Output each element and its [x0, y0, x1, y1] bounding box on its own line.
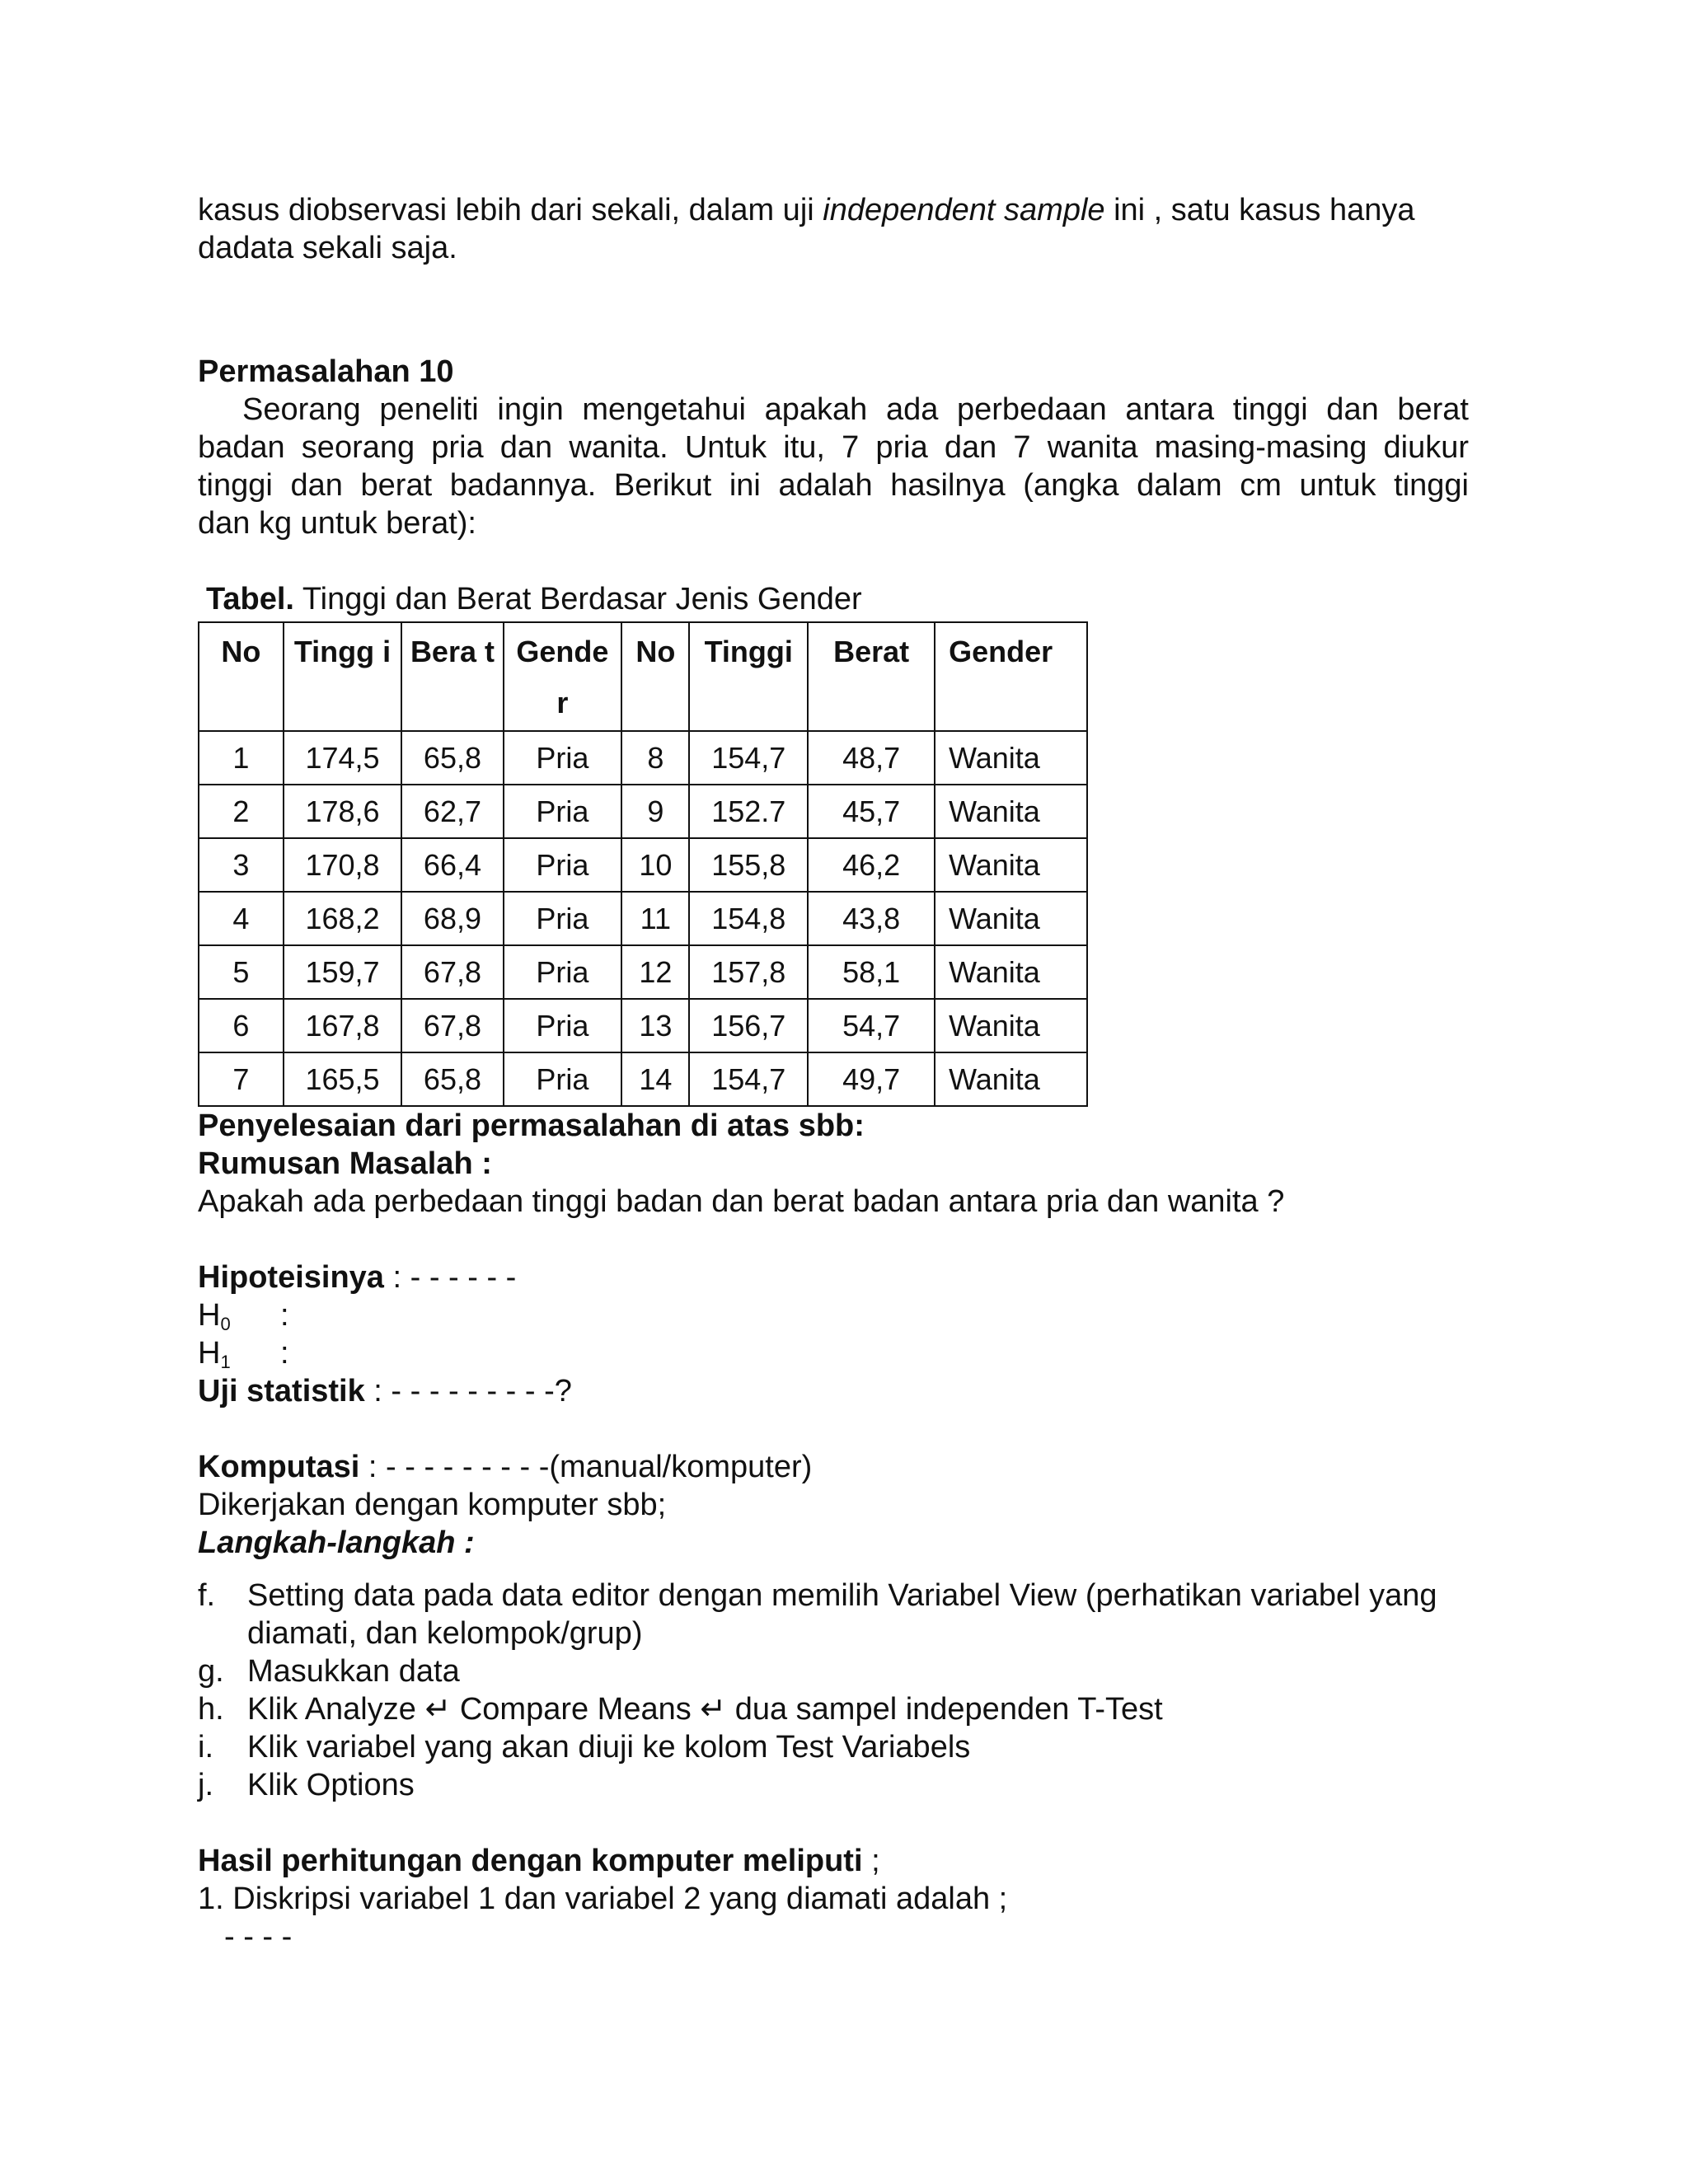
- table-cell: 49,7: [808, 1052, 935, 1106]
- table-caption: [206, 580, 1469, 618]
- table-cell: 156,7: [689, 999, 808, 1052]
- table-cell: 154,8: [689, 892, 808, 945]
- table-cell: 1: [199, 731, 284, 785]
- table-cell: Wanita: [935, 945, 1087, 999]
- table-caption-text: Tinggi dan Berat Berdasar Jenis Gender: [294, 582, 862, 616]
- results-heading-label: Hasil perhitungan dengan komputer meliputi: [198, 1844, 863, 1878]
- table-cell: 67,8: [401, 945, 503, 999]
- table-row: [199, 945, 1087, 999]
- table-cell: 154,7: [689, 1052, 808, 1106]
- table-cell: 155,8: [689, 838, 808, 892]
- h0-subscript: 0: [220, 1314, 231, 1334]
- h0-colon: :: [280, 1298, 289, 1333]
- h0-line: [198, 1296, 1469, 1334]
- table-cell: 167,8: [284, 999, 402, 1052]
- problem-line: badan seorang pria dan wanita. Untuk itu, 7 pria dan 7 wanita masing-masing diukur: [198, 430, 1469, 465]
- table-cell: 48,7: [808, 731, 935, 785]
- table-cell: 6: [199, 999, 284, 1052]
- table-cell: 4: [199, 892, 284, 945]
- h1-line: [198, 1334, 1469, 1372]
- h1-letter: H: [198, 1336, 221, 1371]
- step-text: Masukkan data: [247, 1654, 460, 1689]
- table-cell: 65,8: [401, 731, 503, 785]
- table-cell: 7: [199, 1052, 284, 1106]
- column-header: Berat: [808, 622, 935, 731]
- results-heading-rest: ;: [862, 1844, 880, 1878]
- table-cell: 178,6: [284, 785, 402, 838]
- table-row: [199, 731, 1087, 785]
- table-cell: 2: [199, 785, 284, 838]
- intro-text-line2: dadata sekali saja.: [198, 231, 457, 265]
- document-page: [198, 191, 1469, 1956]
- table-row: [199, 838, 1087, 892]
- table-cell: 3: [199, 838, 284, 892]
- table-cell: 152.7: [689, 785, 808, 838]
- column-header: Tinggi: [689, 622, 808, 731]
- komputasi-rest: : - - - - - - - - -(manual/komputer): [359, 1450, 813, 1484]
- table-cell: 5: [199, 945, 284, 999]
- table-cell: Pria: [504, 945, 622, 999]
- step-text: Setting data pada data editor dengan memilih Variabel View (perhatikan variabel yang diamati, dan kelompok/grup): [247, 1578, 1437, 1651]
- step-text: Klik Analyze ↵ Compare Means ↵ dua sampel independen T-Test: [247, 1692, 1163, 1727]
- table-cell: Pria: [504, 1052, 622, 1106]
- table-cell: 10: [621, 838, 689, 892]
- table-cell: 68,9: [401, 892, 503, 945]
- table-cell: 65,8: [401, 1052, 503, 1106]
- solution-section: [198, 1107, 1469, 1956]
- column-header: Tingg i: [284, 622, 402, 731]
- table-cell: Wanita: [935, 838, 1087, 892]
- table-cell: 11: [621, 892, 689, 945]
- table-cell: 62,7: [401, 785, 503, 838]
- table-cell: 8: [621, 731, 689, 785]
- problem-heading: Permasalahan 10: [198, 354, 454, 389]
- rumusan-label: Rumusan Masalah :: [198, 1146, 492, 1181]
- komputasi-label: Komputasi: [198, 1450, 360, 1484]
- table-cell: 168,2: [284, 892, 402, 945]
- table-caption-label: Tabel.: [206, 582, 294, 616]
- table-row: [199, 999, 1087, 1052]
- table-cell: Pria: [504, 838, 622, 892]
- intro-italic-term: independent sample: [823, 193, 1105, 227]
- table-cell: 157,8: [689, 945, 808, 999]
- column-header: Gende r: [504, 622, 622, 731]
- komputasi-line: [198, 1448, 1469, 1486]
- problem-paragraph: [198, 391, 1469, 542]
- table-cell: 13: [621, 999, 689, 1052]
- table-header-row: [199, 622, 1087, 731]
- step-marker: j.: [198, 1768, 213, 1802]
- table-cell: 45,7: [808, 785, 935, 838]
- step-marker: f.: [198, 1578, 216, 1613]
- hipotesis-label: Hipoteisinya: [198, 1260, 384, 1295]
- column-header: Gender: [935, 622, 1087, 731]
- dikerjakan-text: Dikerjakan dengan komputer sbb;: [198, 1488, 667, 1522]
- table-cell: Pria: [504, 731, 622, 785]
- problem-line: Seorang peneliti ingin mengetahui apakah ada perbedaan antara tinggi dan berat: [242, 392, 1469, 427]
- table-cell: 46,2: [808, 838, 935, 892]
- hipotesis-line: [198, 1258, 1469, 1296]
- h0-symbol: [198, 1296, 280, 1334]
- table-row: [199, 892, 1087, 945]
- table-row: [199, 785, 1087, 838]
- column-header: No: [199, 622, 284, 731]
- table-cell: Wanita: [935, 999, 1087, 1052]
- table-cell: Pria: [504, 892, 622, 945]
- table-cell: 54,7: [808, 999, 935, 1052]
- step-text: Klik Options: [247, 1768, 415, 1802]
- rumusan-text: Apakah ada perbedaan tinggi badan dan berat badan antara pria dan wanita ?: [198, 1184, 1285, 1219]
- column-header: No: [621, 622, 689, 731]
- table-body: [199, 731, 1087, 1106]
- table-cell: 67,8: [401, 999, 503, 1052]
- hipotesis-rest: : - - - - - -: [383, 1260, 517, 1295]
- table-cell: Pria: [504, 999, 622, 1052]
- table-cell: Wanita: [935, 785, 1087, 838]
- list-item: [198, 1577, 1469, 1652]
- h1-subscript: 1: [220, 1352, 231, 1372]
- results-dashes: - - - -: [224, 1919, 293, 1954]
- intro-text-pre: kasus diobservasi lebih dari sekali, dalam uji: [198, 193, 823, 227]
- table-cell: 174,5: [284, 731, 402, 785]
- list-item: [198, 1728, 1469, 1766]
- table-cell: 165,5: [284, 1052, 402, 1106]
- steps-list: [198, 1577, 1469, 1804]
- solution-heading: Penyelesaian dari permasalahan di atas sbb:: [198, 1108, 865, 1143]
- table-cell: 14: [621, 1052, 689, 1106]
- table-cell: Wanita: [935, 1052, 1087, 1106]
- list-item: [198, 1690, 1469, 1728]
- table-cell: Wanita: [935, 892, 1087, 945]
- results-heading: [198, 1842, 1469, 1880]
- intro-text-post: ini , satu kasus hanya: [1104, 193, 1415, 227]
- table-cell: 170,8: [284, 838, 402, 892]
- table-cell: 66,4: [401, 838, 503, 892]
- uji-rest: : - - - - - - - - -?: [364, 1374, 572, 1408]
- step-marker: i.: [198, 1730, 213, 1765]
- table-cell: 43,8: [808, 892, 935, 945]
- table-cell: 58,1: [808, 945, 935, 999]
- list-item: [198, 1766, 1469, 1804]
- h0-letter: H: [198, 1298, 221, 1333]
- step-text: Klik variabel yang akan diuji ke kolom Test Variabels: [247, 1730, 971, 1765]
- uji-line: [198, 1372, 1469, 1410]
- intro-paragraph: [198, 191, 1469, 267]
- height-weight-table: [198, 621, 1088, 1107]
- step-marker: g.: [198, 1654, 224, 1689]
- table-cell: Pria: [504, 785, 622, 838]
- results-item-1: 1. Diskripsi variabel 1 dan variabel 2 yang diamati adalah ;: [198, 1882, 1008, 1916]
- table-cell: Wanita: [935, 731, 1087, 785]
- list-item: [198, 1652, 1469, 1690]
- table-cell: 12: [621, 945, 689, 999]
- h1-colon: :: [280, 1336, 289, 1371]
- uji-label: Uji statistik: [198, 1374, 365, 1408]
- table-cell: 9: [621, 785, 689, 838]
- table-cell: 154,7: [689, 731, 808, 785]
- langkah-label: Langkah-langkah :: [198, 1526, 475, 1560]
- column-header: Bera t: [401, 622, 503, 731]
- h1-symbol: [198, 1334, 280, 1372]
- step-marker: h.: [198, 1692, 224, 1727]
- problem-line: tinggi dan berat badannya. Berikut ini adalah hasilnya (angka dalam cm untuk tinggi: [198, 468, 1469, 503]
- table-row: [199, 1052, 1087, 1106]
- problem-line: dan kg untuk berat):: [198, 506, 476, 541]
- table-cell: 159,7: [284, 945, 402, 999]
